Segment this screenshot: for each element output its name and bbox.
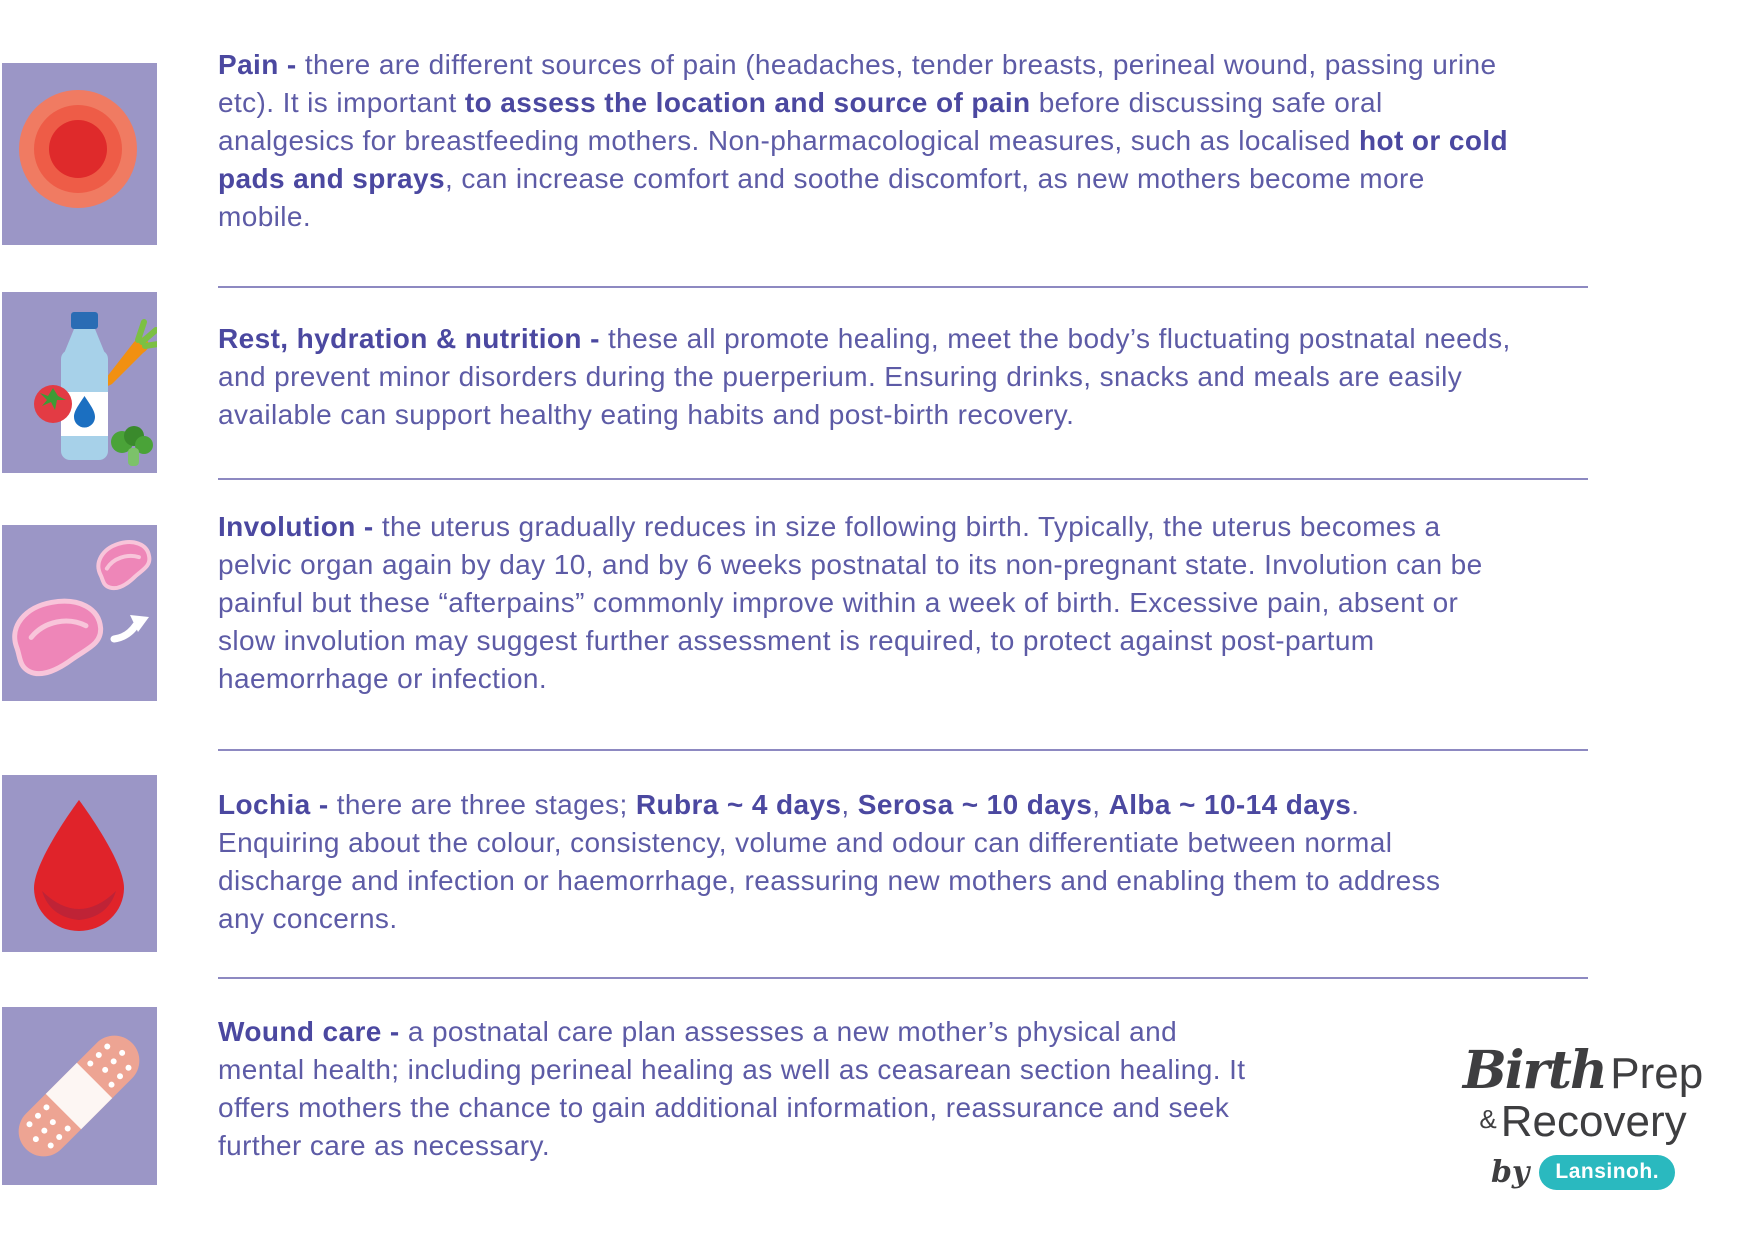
logo-birth-script-text: Birth (1462, 1040, 1606, 1101)
logo-line-birth-prep (1458, 1040, 1708, 1101)
section-divider (218, 749, 1588, 751)
wound-care-icon-panel (2, 1007, 157, 1185)
bandage-icon (2, 1007, 157, 1185)
water-bottle-and-food-icon (2, 292, 157, 473)
blood-drop-icon (2, 775, 157, 952)
wound-care-paragraph: Wound care - a postnatal care plan assesses a new mother’s physical and mental health; including perineal healing as well as ceasarean section healing. It offers mothers the chance to gain additional information, reassurance and seek further care as necessary. (218, 1016, 1246, 1161)
shrinking-uterus-icon (2, 525, 157, 701)
section-divider (218, 977, 1588, 979)
logo-ampersand: & (1479, 1104, 1497, 1134)
logo-recovery-text: Recovery (1500, 1097, 1687, 1146)
section-divider (218, 286, 1588, 288)
lochia-icon-panel (2, 775, 157, 952)
pain-rings-icon (2, 63, 157, 245)
rest-hydration-nutrition-paragraph: Rest, hydration & nutrition - these all promote healing, meet the body’s fluctuating postnatal needs, and prevent minor disorders during the puerperium. Ensuring drinks, snacks and meals are easily available can support healthy eating habits and post-birth recovery. (218, 323, 1511, 430)
section-divider (218, 478, 1588, 480)
logo-prep-text: Prep (1610, 1049, 1704, 1098)
nutrition-icon-panel (2, 292, 157, 473)
involution-paragraph: Involution - the uterus gradually reduces in size following birth. Typically, the uterus becomes a pelvic organ again by day 10, and by 6 weeks postnatal to its non-pregnant state. Involution can be painful but these “afterpains” commonly improve within a week of birth. Excessive pain, absent or slow involution may suggest further assessment is required, to protect against post-partum haemorrhage or infection. (218, 511, 1483, 694)
lochia-paragraph: Lochia - there are three stages; Rubra ~ 4 days, Serosa ~ 10 days, Alba ~ 10-14 days. Enquiring about the colour, consistency, volume and odour can differentiate between normal discharge and infection or haemorrhage, reassuring new mothers and enabling them to address any concerns. (218, 789, 1441, 934)
lansinoh-brand-text: Lansinoh. (1555, 1160, 1660, 1183)
involution-icon-panel (2, 525, 157, 701)
pain-paragraph: Pain - there are different sources of pain (headaches, tender breasts, perineal wound, passing urine etc). It is important to assess the location and source of pain before discussing safe oral analgesics for breastfeeding mothers. Non-pharmacological measures, such as localised hot or cold pads and sprays, can increase comfort and soothe discomfort, as new mothers become more mobile. (218, 49, 1509, 232)
lansinoh-badge (1539, 1155, 1675, 1190)
birth-prep-recovery-logo (1458, 1040, 1708, 1190)
pain-icon-panel (2, 63, 157, 245)
logo-by-script-text: by (1490, 1155, 1530, 1190)
logo-line-recovery (1458, 1097, 1708, 1147)
logo-line-by-lansinoh (1458, 1155, 1708, 1190)
